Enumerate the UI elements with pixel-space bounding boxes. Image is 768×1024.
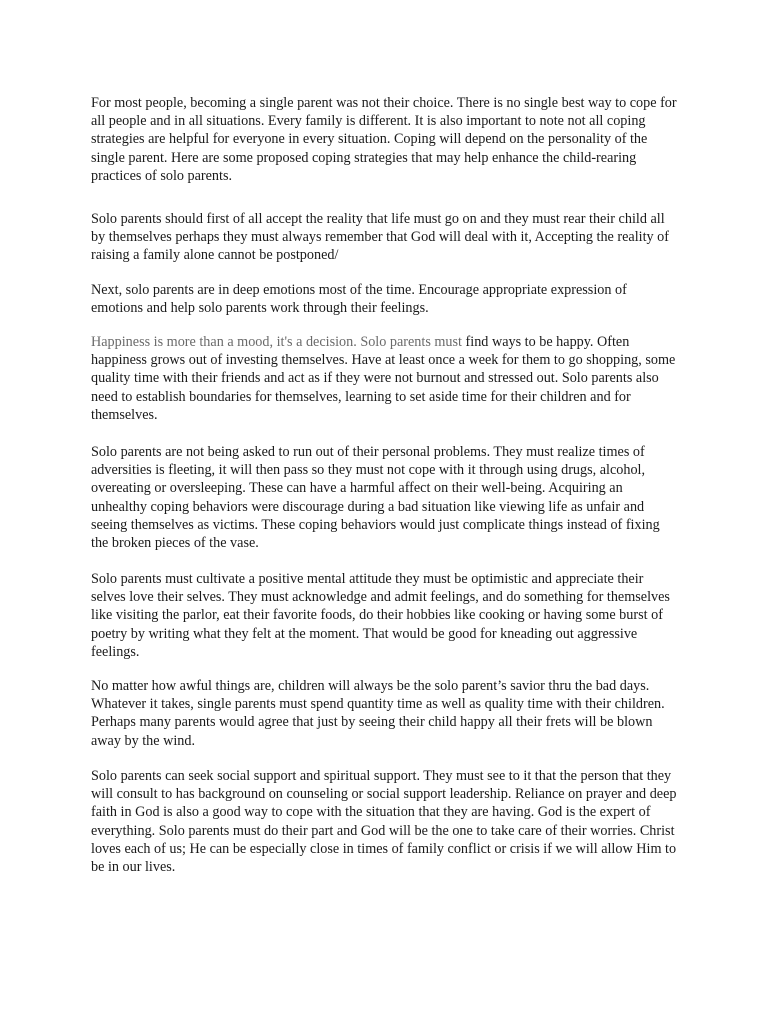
- paragraph-accept-reality: Solo parents should first of all accept the reality that life must go on and they must rear their child all by themselves perhaps they must always remember that God will deal with it, Accepting the reality of raising a family alone cannot be postponed/: [91, 211, 669, 264]
- paragraph-happiness-rest: find ways to be happy. Often happiness grows out of investing themselves. Have at least once a week for them to go shopping, some quality time with their friends and act as if they were not burnout and stressed out. Solo parents also need to establish boundaries for themselves, learning to set aside time for their children and for themselves.: [91, 334, 676, 423]
- paragraph-happiness-lead: Happiness is more than a mood, it's a decision. Solo parents must: [91, 334, 462, 350]
- paragraph-happiness: [91, 333, 677, 424]
- paragraph-intro: For most people, becoming a single parent was not their choice. There is no single best way to cope for all people and in all situations. Every family is different. It is also important to note not all coping strategies are helpful for everyone in every situation. Coping will depend on the personality of the single parent. Here are some proposed coping strategies that may help enhance the child-rearing practices of solo parents.: [91, 95, 677, 184]
- paragraph-personal-problems: Solo parents are not being asked to run out of their personal problems. They must realize times of adversities is fleeting, it will then pass so they must not cope with it through using drugs, alcohol, overeating or oversleeping. These can have a harmful affect on their well-being. Acquiring an unhealthy coping behaviors were discourage during a bad situation like viewing life as unfair and seeing themselves as victims. These coping behaviors would just complicate things instead of fixing the broken pieces of the vase.: [91, 444, 660, 552]
- paragraph-positive-attitude: Solo parents must cultivate a positive mental attitude they must be optimistic and appreciate their selves love their selves. They must acknowledge and admit feelings, and do something for themselves like visiting the parlor, eat their favorite foods, do their hobbies like cooking or having some burst of poetry by writing what they felt at the moment. That would be good for kneading out aggressive feelings.: [91, 571, 670, 660]
- paragraph-children-savior: No matter how awful things are, children will always be the solo parent’s savior thru the bad days. Whatever it takes, single parents must spend quantity time as well as quality time with their children. Perhaps many parents would agree that just by seeing their child happy all their frets will be blown away by the wind.: [91, 678, 665, 749]
- paragraph-deep-emotions: Next, solo parents are in deep emotions most of the time. Encourage appropriate expression of emotions and help solo parents work through their feelings.: [91, 282, 627, 317]
- paragraph-social-spiritual-support: Solo parents can seek social support and spiritual support. They must see to it that the person that they will consult to has background on counseling or social support leadership. Reliance on prayer and deep faith in God is also a good way to cope with the situation that they are having. God is the expert of everything. Solo parents must do their part and God will be the one to take care of their worries. Christ loves each of us; He can be especially close in times of family conflict or crisis if we will allow Him to be in our lives.: [91, 768, 677, 876]
